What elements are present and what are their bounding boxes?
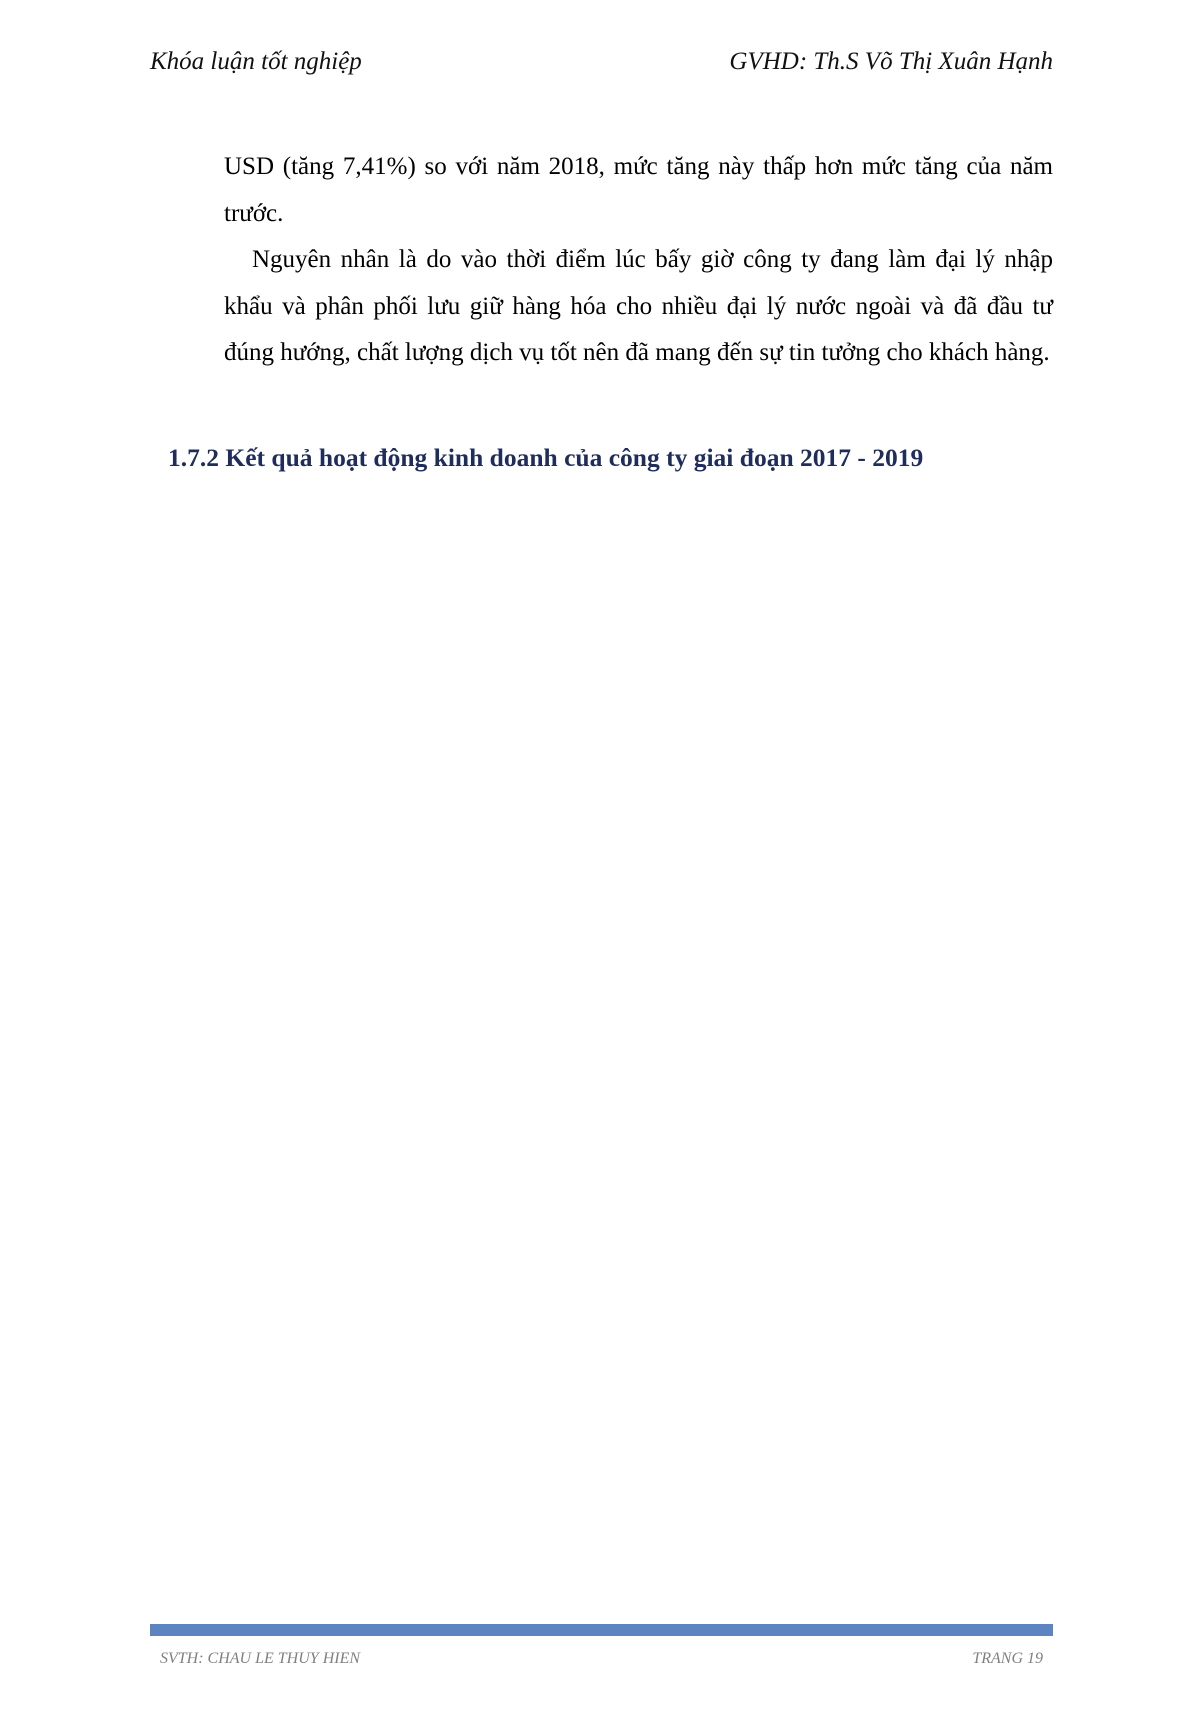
- body-paragraph-1: USD (tăng 7,41%) so với năm 2018, mức tăng này thấp hơn mức tăng của năm trước.: [224, 153, 1053, 227]
- page-footer: [160, 1644, 1043, 1674]
- footer-student: SVTH: CHAU LE THUY HIEN: [160, 1650, 361, 1667]
- section-heading: 1.7.2 Kết quả hoạt động kinh doanh của công ty giai đoạn 2017 - 2019: [168, 443, 924, 472]
- header-advisor: GVHD: Th.S Võ Thị Xuân Hạnh: [729, 48, 1053, 75]
- page-header: [150, 42, 1053, 82]
- footer-divider: [150, 1624, 1053, 1636]
- footer-page-number: TRANG 19: [972, 1650, 1043, 1667]
- body-paragraph-2: Nguyên nhân là do vào thời điểm lúc bấy giờ công ty đang làm đại lý nhập khẩu và phân phối lưu giữ hàng hóa cho nhiều đại lý nước ngoài và đã đầu tư đúng hướng, chất lượng dịch vụ tốt nên đã mang đến sự tin tưởng cho khách hàng.: [224, 246, 1053, 366]
- body-paragraph-1-container: [224, 144, 1053, 237]
- header-document-type: Khóa luận tốt nghiệp: [150, 48, 362, 75]
- body-paragraph-2-container: [224, 237, 1053, 377]
